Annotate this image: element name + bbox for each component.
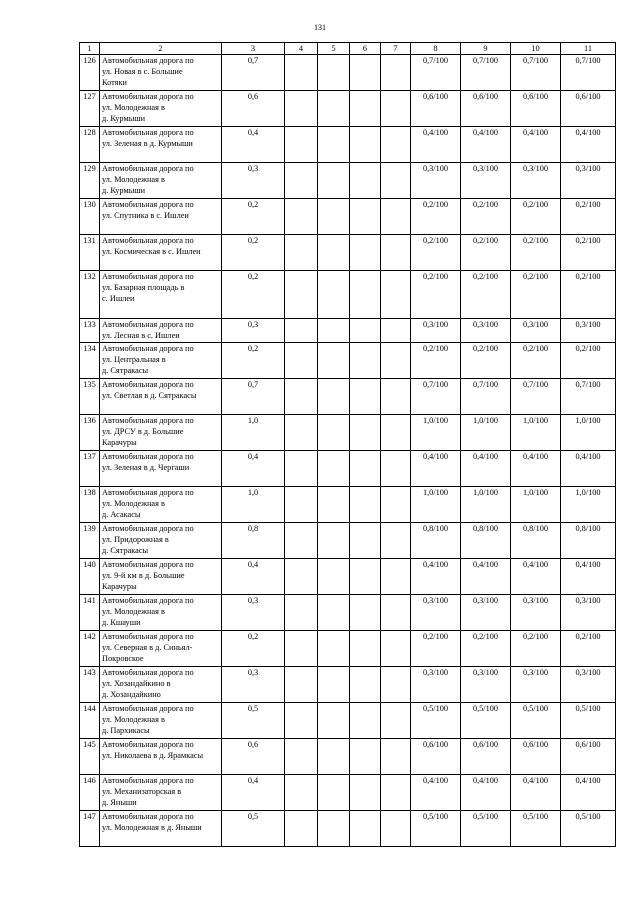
value-cell: 0,3/100 [411,319,461,343]
row-number: 129 [80,163,100,199]
value-cell: 0,2/100 [411,235,461,271]
empty-cell [350,631,381,667]
empty-cell [381,91,411,127]
value-cell: 0,2/100 [461,271,511,319]
column-header: 6 [350,43,381,55]
table-row [80,775,616,811]
road-length: 0,2 [222,343,285,379]
road-name: Автомобильная дорога по ул. Молодежная в д. Пархикасы [100,703,222,739]
value-cell: 0,7/100 [411,55,461,91]
empty-cell [350,199,381,235]
road-length: 0,4 [222,451,285,487]
table-row [80,319,616,343]
empty-cell [285,127,318,163]
empty-cell [285,451,318,487]
table-row [80,415,616,451]
empty-cell [350,487,381,523]
empty-cell [318,631,350,667]
value-cell: 0,4/100 [511,775,561,811]
value-cell: 0,5/100 [411,811,461,847]
value-cell: 0,2/100 [561,235,616,271]
value-cell: 0,2/100 [561,199,616,235]
roads-table [79,42,616,847]
empty-cell [381,55,411,91]
empty-cell [381,703,411,739]
value-cell: 0,4/100 [411,559,461,595]
row-number: 128 [80,127,100,163]
value-cell: 0,6/100 [511,739,561,775]
row-number: 132 [80,271,100,319]
value-cell: 0,2/100 [461,235,511,271]
value-cell: 0,4/100 [561,451,616,487]
road-name: Автомобильная дорога по ул. Механизаторская в д. Яныши [100,775,222,811]
empty-cell [350,55,381,91]
road-name: Автомобильная дорога по ул. Новая в с. Большие Котяки [100,55,222,91]
value-cell: 0,7/100 [561,55,616,91]
road-length: 0,3 [222,595,285,631]
road-length: 0,7 [222,55,285,91]
empty-cell [350,319,381,343]
empty-cell [318,559,350,595]
road-name: Автомобильная дорога по ул. ДРСУ в д. Большие Карачуры [100,415,222,451]
value-cell: 0,6/100 [461,91,511,127]
empty-cell [285,415,318,451]
table-row [80,487,616,523]
table-row [80,451,616,487]
table-row [80,199,616,235]
empty-cell [318,343,350,379]
table-row [80,55,616,91]
value-cell: 0,6/100 [511,91,561,127]
value-cell: 0,2/100 [561,631,616,667]
empty-cell [381,487,411,523]
empty-cell [318,415,350,451]
road-name: Автомобильная дорога по ул. Центральная в д. Сятракасы [100,343,222,379]
road-name: Автомобильная дорога по ул. Спутника в с. Ишлеи [100,199,222,235]
row-number: 131 [80,235,100,271]
empty-cell [318,523,350,559]
column-header: 9 [461,43,511,55]
value-cell: 0,7/100 [511,55,561,91]
value-cell: 0,4/100 [461,451,511,487]
value-cell: 0,5/100 [411,703,461,739]
value-cell: 0,3/100 [511,163,561,199]
road-length: 0,6 [222,91,285,127]
value-cell: 0,3/100 [411,667,461,703]
value-cell: 0,3/100 [511,595,561,631]
empty-cell [381,127,411,163]
road-length: 0,3 [222,319,285,343]
value-cell: 0,2/100 [461,631,511,667]
row-number: 141 [80,595,100,631]
column-header: 11 [561,43,616,55]
empty-cell [318,739,350,775]
empty-cell [381,451,411,487]
empty-cell [350,91,381,127]
value-cell: 0,4/100 [511,559,561,595]
empty-cell [285,235,318,271]
value-cell: 0,6/100 [561,91,616,127]
row-number: 134 [80,343,100,379]
value-cell: 0,5/100 [561,811,616,847]
value-cell: 1,0/100 [411,415,461,451]
value-cell: 0,8/100 [511,523,561,559]
road-name: Автомобильная дорога по ул. Зеленая в д. Курмыши [100,127,222,163]
table-row [80,523,616,559]
value-cell: 0,4/100 [461,127,511,163]
empty-cell [350,343,381,379]
road-length: 0,4 [222,559,285,595]
value-cell: 0,4/100 [511,451,561,487]
column-header: 1 [80,43,100,55]
value-cell: 0,2/100 [411,199,461,235]
road-length: 0,6 [222,739,285,775]
empty-cell [350,163,381,199]
value-cell: 1,0/100 [461,415,511,451]
value-cell: 0,7/100 [461,55,511,91]
row-number: 137 [80,451,100,487]
table-row [80,127,616,163]
row-number: 136 [80,415,100,451]
value-cell: 0,2/100 [511,199,561,235]
empty-cell [350,559,381,595]
road-name: Автомобильная дорога по ул. Молодежная в д. Асакасы [100,487,222,523]
empty-cell [318,775,350,811]
value-cell: 0,8/100 [411,523,461,559]
empty-cell [381,163,411,199]
road-name: Автомобильная дорога по ул. Молодежная в д. Курмыши [100,91,222,127]
value-cell: 0,2/100 [411,343,461,379]
empty-cell [381,775,411,811]
road-name: Автомобильная дорога по ул. Молодежная в д. Яныши [100,811,222,847]
value-cell: 0,7/100 [411,379,461,415]
empty-cell [350,271,381,319]
empty-cell [285,703,318,739]
table-row [80,343,616,379]
empty-cell [285,667,318,703]
row-number: 138 [80,487,100,523]
empty-cell [318,811,350,847]
value-cell: 0,6/100 [411,739,461,775]
table-row [80,631,616,667]
column-header: 2 [100,43,222,55]
empty-cell [381,343,411,379]
empty-cell [381,523,411,559]
value-cell: 0,3/100 [461,595,511,631]
row-number: 126 [80,55,100,91]
row-number: 140 [80,559,100,595]
value-cell: 0,6/100 [561,739,616,775]
value-cell: 1,0/100 [511,415,561,451]
row-number: 147 [80,811,100,847]
value-cell: 0,4/100 [561,127,616,163]
value-cell: 0,5/100 [461,811,511,847]
value-cell: 0,2/100 [461,343,511,379]
empty-cell [381,235,411,271]
empty-cell [285,811,318,847]
value-cell: 0,4/100 [511,127,561,163]
column-header: 10 [511,43,561,55]
road-length: 0,5 [222,703,285,739]
value-cell: 1,0/100 [411,487,461,523]
column-header: 3 [222,43,285,55]
empty-cell [381,595,411,631]
empty-cell [285,91,318,127]
value-cell: 0,4/100 [561,559,616,595]
value-cell: 0,8/100 [561,523,616,559]
value-cell: 0,3/100 [511,667,561,703]
road-name: Автомобильная дорога по ул. 9-й км в д. Большие Карачуры [100,559,222,595]
table-row [80,667,616,703]
empty-cell [350,523,381,559]
table-header-row [80,43,616,55]
value-cell: 1,0/100 [511,487,561,523]
column-header: 7 [381,43,411,55]
table-row [80,559,616,595]
row-number: 135 [80,379,100,415]
road-name: Автомобильная дорога по ул. Молодежная в д. Курмыши [100,163,222,199]
empty-cell [381,415,411,451]
empty-cell [285,487,318,523]
road-length: 0,7 [222,379,285,415]
empty-cell [285,55,318,91]
empty-cell [285,319,318,343]
empty-cell [318,199,350,235]
value-cell: 0,4/100 [561,775,616,811]
road-name: Автомобильная дорога по ул. Лесная в с. Ишлеи [100,319,222,343]
table-row [80,271,616,319]
empty-cell [318,235,350,271]
empty-cell [381,319,411,343]
empty-cell [381,631,411,667]
page-number: 131 [314,23,326,32]
value-cell: 1,0/100 [461,487,511,523]
empty-cell [285,271,318,319]
empty-cell [318,451,350,487]
value-cell: 0,5/100 [561,703,616,739]
value-cell: 0,2/100 [561,343,616,379]
road-name: Автомобильная дорога по ул. Зеленая в д. Чергаши [100,451,222,487]
row-number: 127 [80,91,100,127]
road-length: 1,0 [222,415,285,451]
value-cell: 0,2/100 [511,235,561,271]
empty-cell [350,415,381,451]
value-cell: 1,0/100 [561,415,616,451]
value-cell: 0,7/100 [511,379,561,415]
empty-cell [318,595,350,631]
empty-cell [318,379,350,415]
empty-cell [350,235,381,271]
road-name: Автомобильная дорога по ул. Космическая в с. Ишлеи [100,235,222,271]
road-length: 1,0 [222,487,285,523]
value-cell: 0,2/100 [411,271,461,319]
value-cell: 0,3/100 [411,163,461,199]
value-cell: 0,6/100 [461,739,511,775]
empty-cell [285,595,318,631]
value-cell: 1,0/100 [561,487,616,523]
row-number: 139 [80,523,100,559]
empty-cell [381,559,411,595]
empty-cell [350,811,381,847]
empty-cell [318,319,350,343]
table-row [80,379,616,415]
value-cell: 0,4/100 [411,127,461,163]
road-length: 0,3 [222,163,285,199]
road-length: 0,4 [222,127,285,163]
empty-cell [318,163,350,199]
empty-cell [318,271,350,319]
road-name: Автомобильная дорога по ул. Николаева в д. Ярамкасы [100,739,222,775]
table-row [80,595,616,631]
column-header: 5 [318,43,350,55]
road-length: 0,2 [222,631,285,667]
value-cell: 0,3/100 [461,319,511,343]
row-number: 144 [80,703,100,739]
row-number: 142 [80,631,100,667]
empty-cell [285,199,318,235]
road-name: Автомобильная дорога по ул. Хозандайкино в д. Хозандайкино [100,667,222,703]
value-cell: 0,3/100 [561,319,616,343]
empty-cell [318,55,350,91]
road-length: 0,3 [222,667,285,703]
empty-cell [318,703,350,739]
empty-cell [285,631,318,667]
value-cell: 0,2/100 [461,199,511,235]
value-cell: 0,2/100 [511,343,561,379]
table-row [80,235,616,271]
value-cell: 0,7/100 [461,379,511,415]
empty-cell [381,379,411,415]
value-cell: 0,2/100 [561,271,616,319]
table-row [80,91,616,127]
row-number: 145 [80,739,100,775]
road-name: Автомобильная дорога по ул. Северная в д. Синьял- Покровское [100,631,222,667]
table-row [80,703,616,739]
value-cell: 0,3/100 [561,595,616,631]
empty-cell [350,379,381,415]
empty-cell [381,667,411,703]
value-cell: 0,5/100 [511,703,561,739]
value-cell: 0,6/100 [411,91,461,127]
empty-cell [350,703,381,739]
empty-cell [350,739,381,775]
value-cell: 0,4/100 [461,775,511,811]
value-cell: 0,3/100 [561,667,616,703]
empty-cell [285,343,318,379]
table-row [80,739,616,775]
value-cell: 0,2/100 [511,271,561,319]
value-cell: 0,3/100 [511,319,561,343]
road-name: Автомобильная дорога по ул. Базарная площадь в с. Ишлеи [100,271,222,319]
value-cell: 0,4/100 [411,451,461,487]
empty-cell [350,667,381,703]
table-row [80,163,616,199]
empty-cell [285,163,318,199]
value-cell: 0,3/100 [461,667,511,703]
road-name: Автомобильная дорога по ул. Светлая в д. Сятракасы [100,379,222,415]
empty-cell [381,739,411,775]
road-length: 0,2 [222,199,285,235]
road-length: 0,8 [222,523,285,559]
value-cell: 0,4/100 [461,559,511,595]
value-cell: 0,3/100 [411,595,461,631]
value-cell: 0,8/100 [461,523,511,559]
value-cell: 0,3/100 [561,163,616,199]
road-length: 0,4 [222,775,285,811]
row-number: 133 [80,319,100,343]
empty-cell [285,523,318,559]
empty-cell [381,811,411,847]
row-number: 130 [80,199,100,235]
empty-cell [285,559,318,595]
empty-cell [285,775,318,811]
road-name: Автомобильная дорога по ул. Молодежная в д. Кшауши [100,595,222,631]
empty-cell [350,451,381,487]
road-length: 0,5 [222,811,285,847]
empty-cell [381,199,411,235]
row-number: 143 [80,667,100,703]
empty-cell [350,595,381,631]
empty-cell [350,775,381,811]
empty-cell [318,91,350,127]
empty-cell [285,379,318,415]
row-number: 146 [80,775,100,811]
value-cell: 0,5/100 [511,811,561,847]
road-name: Автомобильная дорога по ул. Придорожная в д. Сятракасы [100,523,222,559]
empty-cell [381,271,411,319]
value-cell: 0,4/100 [411,775,461,811]
table-row [80,811,616,847]
empty-cell [285,739,318,775]
value-cell: 0,2/100 [411,631,461,667]
empty-cell [350,127,381,163]
road-length: 0,2 [222,271,285,319]
value-cell: 0,7/100 [561,379,616,415]
empty-cell [318,127,350,163]
value-cell: 0,5/100 [461,703,511,739]
column-header: 4 [285,43,318,55]
road-length: 0,2 [222,235,285,271]
column-header: 8 [411,43,461,55]
empty-cell [318,487,350,523]
value-cell: 0,3/100 [461,163,511,199]
value-cell: 0,2/100 [511,631,561,667]
empty-cell [318,667,350,703]
